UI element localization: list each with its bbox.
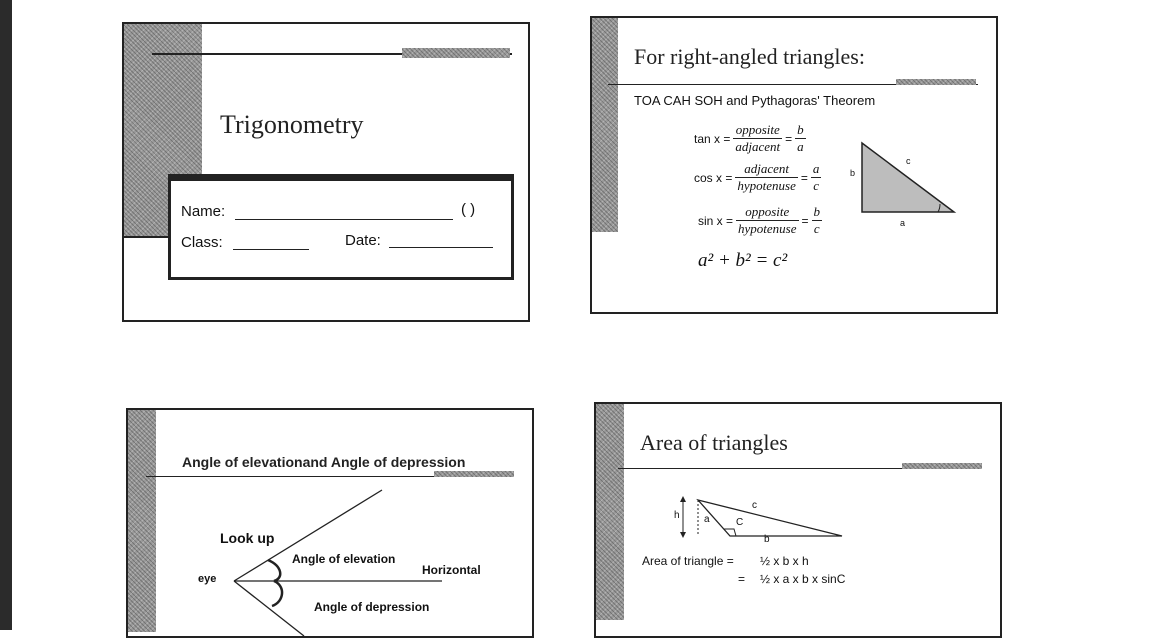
cos-ratio-words: [735, 161, 797, 194]
elevation-arc: [268, 560, 280, 581]
sin-ratio-letters: [812, 204, 823, 237]
cos-formula: [694, 161, 821, 194]
tan-equals: =: [785, 131, 793, 146]
slide-subtitle: TOA CAH SOH and Pythagoras' Theorem: [634, 93, 876, 108]
area-formula-2: ½ x a x b x sinC: [760, 572, 846, 586]
eye-label: eye: [198, 573, 217, 585]
pythagoras-formula: a² + b² = c²: [698, 250, 788, 271]
class-label: Class:: [181, 234, 223, 251]
tan-letter-num: b: [797, 122, 804, 137]
register-number-paren: ( ): [461, 201, 476, 218]
triangle-label-a: a: [900, 218, 906, 228]
area-label-a: a: [704, 514, 710, 525]
tan-lhs: tan x =: [694, 131, 731, 146]
slide-lower-rule: [124, 236, 172, 238]
slide-title: For right-angled triangles:: [634, 44, 865, 69]
cos-letter-den: c: [813, 178, 819, 193]
sin-formula: [698, 204, 822, 237]
scanned-page-edge: [0, 0, 12, 630]
slide-trigonometry: [122, 22, 530, 322]
area-triangle-shape: [698, 500, 842, 536]
slide-side-texture: [596, 404, 624, 620]
cos-letter-num: a: [812, 161, 820, 176]
slide-side-texture: [592, 18, 618, 232]
cos-numerator: adjacent: [735, 161, 797, 178]
sin-equals: =: [801, 213, 809, 228]
slide-accent-bar: [902, 463, 982, 469]
line-of-sight-down: [234, 581, 304, 636]
cos-lhs: cos x =: [694, 170, 733, 185]
sin-numerator: opposite: [736, 204, 798, 221]
slide-side-texture: [128, 410, 156, 632]
angle-depression-label: Angle of depression: [314, 600, 430, 614]
tan-formula: [694, 122, 806, 155]
slide-title: Area of triangles: [640, 430, 788, 455]
area-formula-label: Area of triangle =: [642, 554, 734, 568]
name-label: Name:: [181, 203, 226, 220]
tan-ratio-letters: [795, 122, 806, 155]
triangle-label-c: c: [906, 156, 911, 166]
height-arrow-bottom: [680, 532, 686, 538]
name-blank[interactable]: [235, 219, 453, 220]
slide-area-of-triangles: [594, 402, 1002, 638]
area-label-C: C: [736, 517, 744, 528]
tan-letter-den: a: [797, 139, 804, 154]
area-formula-equals: =: [738, 572, 746, 586]
horizontal-label: Horizontal: [422, 563, 481, 577]
sin-letter-den: c: [813, 221, 820, 236]
slide-title: Trigonometry: [220, 110, 364, 139]
depression-arc: [272, 581, 282, 606]
slide-title: Angle of elevationand Angle of depression: [182, 454, 466, 470]
slide-accent-bar: [896, 79, 976, 85]
slide-accent-bar: [434, 471, 514, 477]
look-up-label: Look up: [220, 530, 275, 546]
tan-ratio-words: [733, 122, 782, 155]
slide-right-angled-triangles: [590, 16, 998, 314]
area-formula-1: ½ x b x h: [760, 554, 809, 568]
sin-ratio-words: [736, 204, 798, 237]
cos-denominator: hypotenuse: [737, 178, 796, 193]
sin-denominator: hypotenuse: [738, 221, 797, 236]
student-info-box: [168, 174, 514, 280]
right-triangle-shape: [862, 143, 954, 212]
slide-elevation-depression: [126, 408, 534, 638]
tan-numerator: opposite: [733, 122, 782, 139]
cos-ratio-letters: [811, 161, 822, 194]
triangle-label-b: b: [850, 168, 856, 178]
angle-C-arc: [724, 529, 736, 536]
area-label-b: b: [764, 534, 770, 545]
date-blank[interactable]: [389, 247, 493, 248]
slide-accent-bar: [402, 48, 510, 58]
sin-letter-num: b: [813, 204, 821, 219]
height-arrow-top: [680, 496, 686, 502]
cos-equals: =: [800, 170, 808, 185]
sin-lhs: sin x =: [698, 213, 734, 228]
area-label-h: h: [674, 510, 680, 521]
angle-elevation-label: Angle of elevation: [292, 552, 396, 566]
date-label: Date:: [345, 232, 381, 249]
class-blank[interactable]: [233, 249, 309, 250]
area-label-c: c: [752, 500, 757, 511]
tan-denominator: adjacent: [735, 139, 781, 154]
